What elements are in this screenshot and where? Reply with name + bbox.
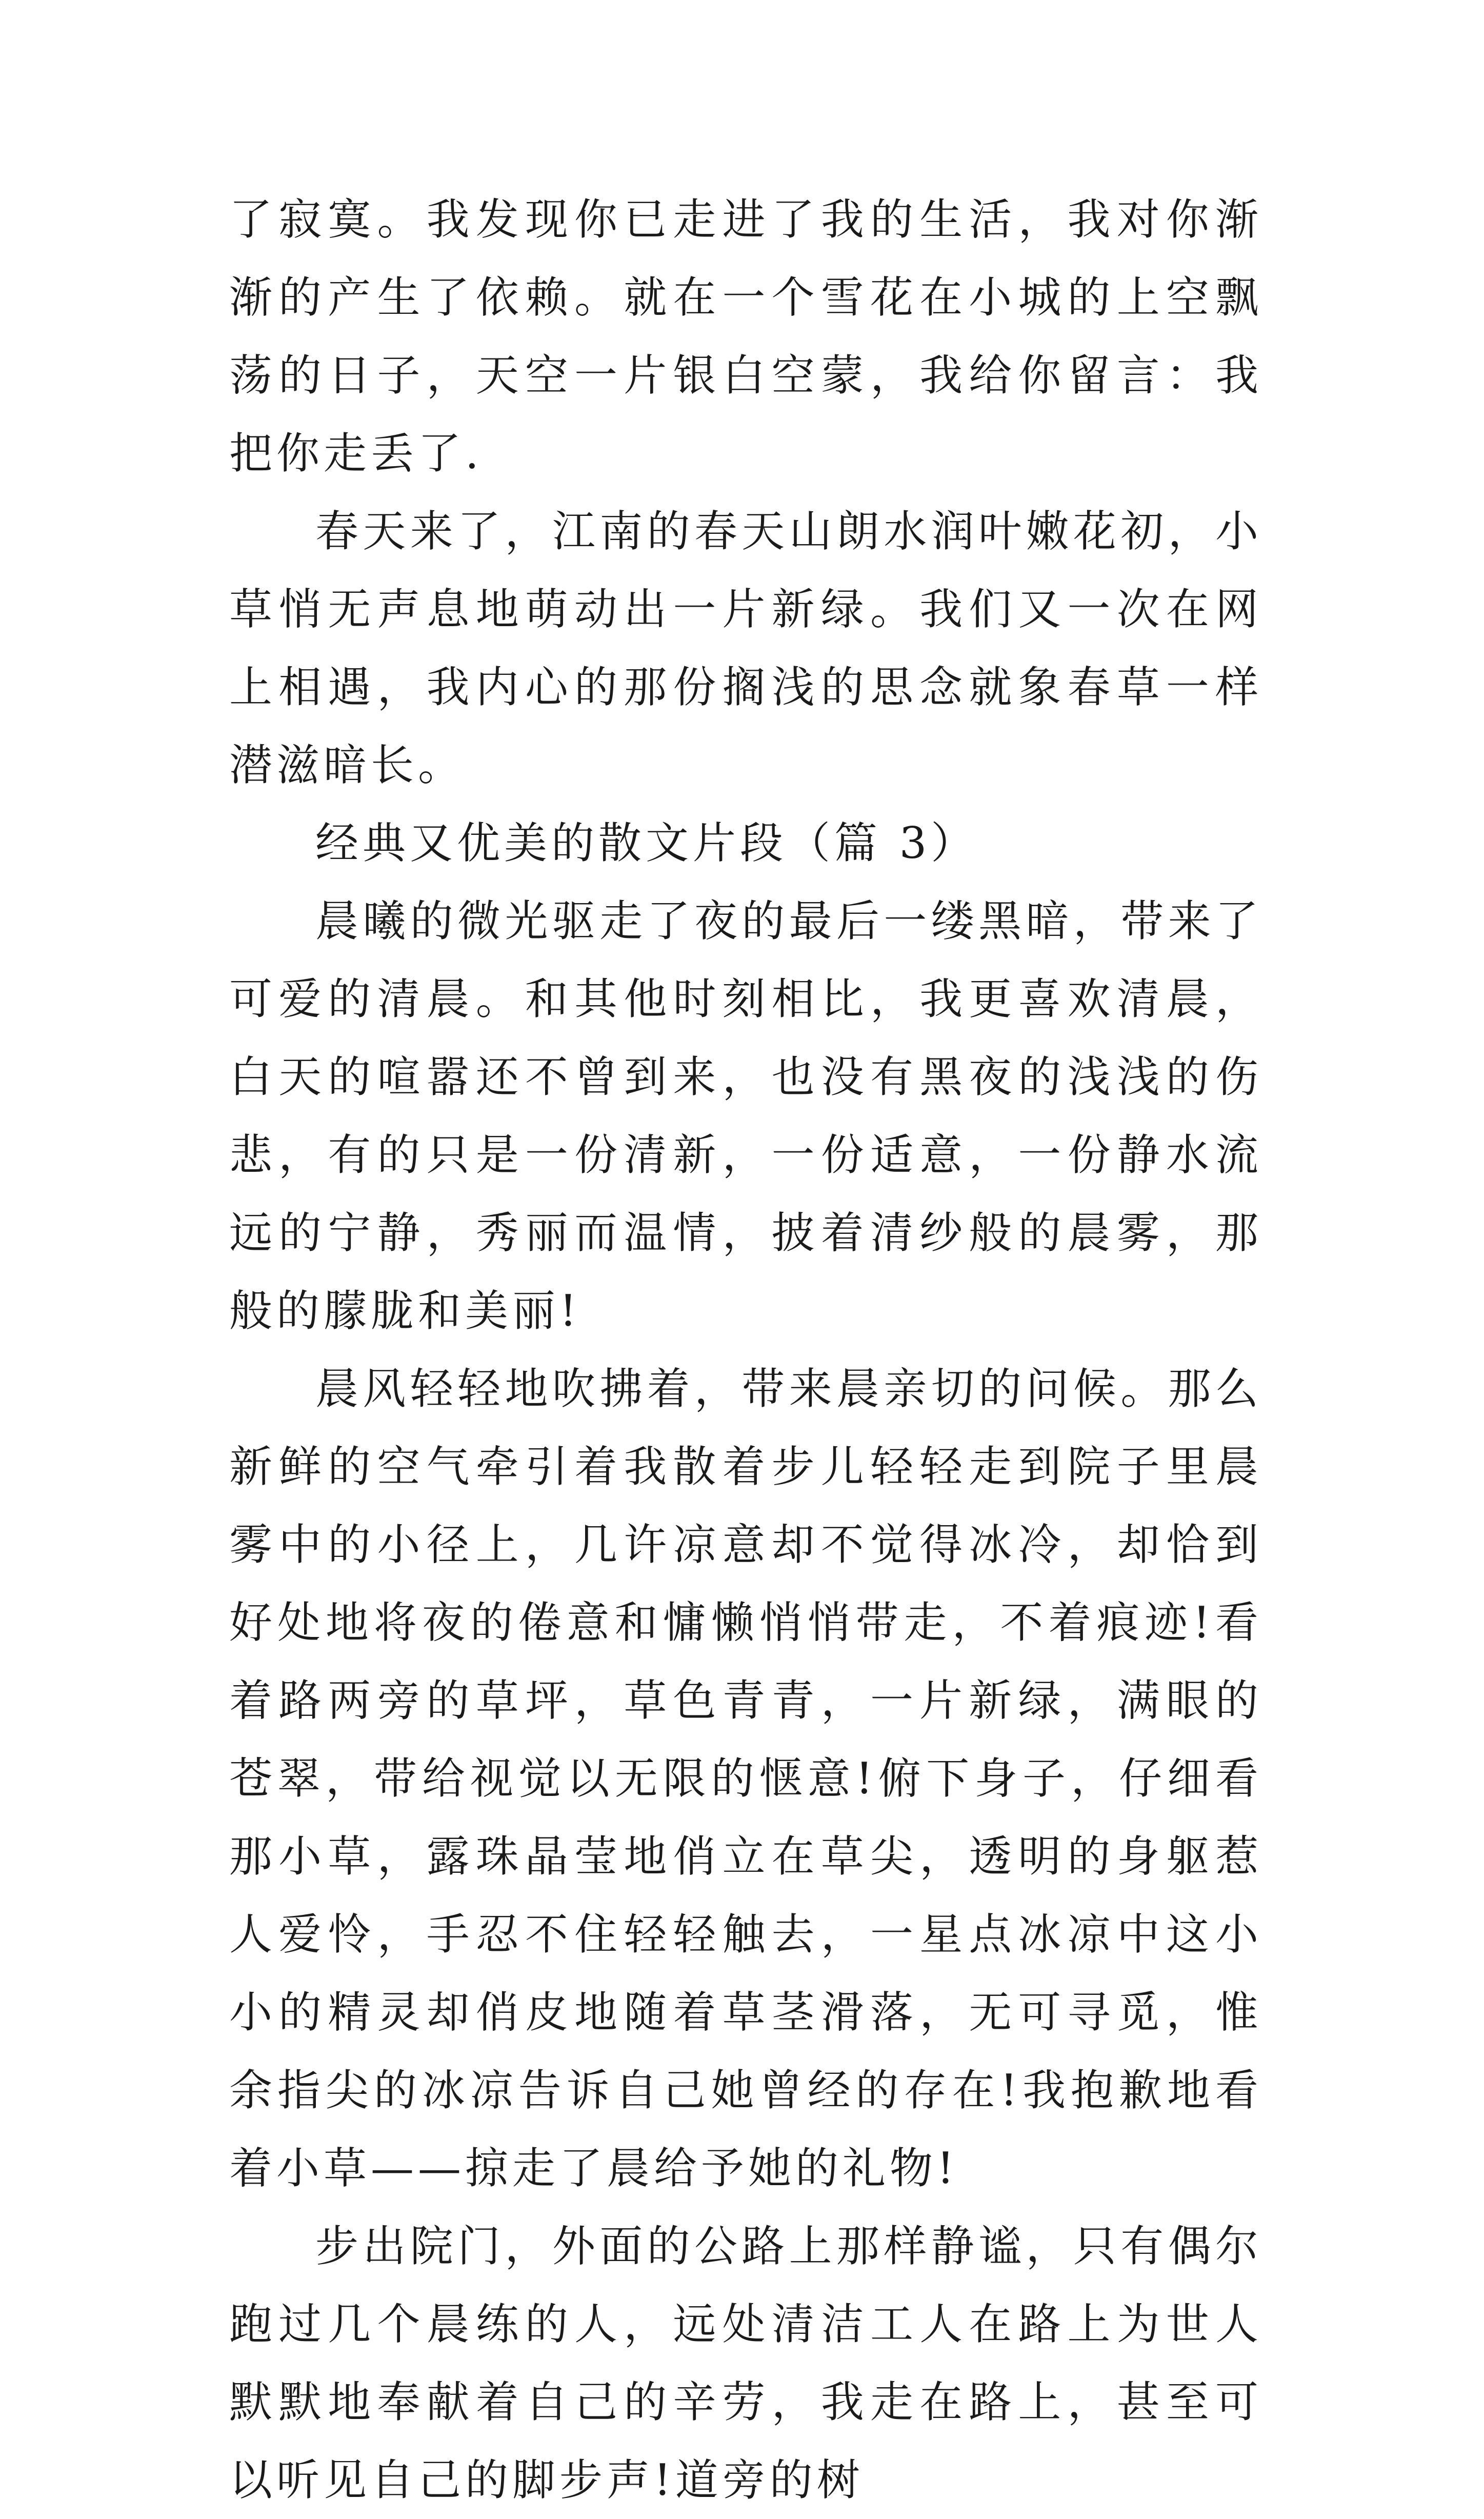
paragraph-morning-breeze: 晨风轻轻地吹拂着，带来晨亲切的问候。那么新鲜的空气牵引着我散着步儿轻轻走到院子里晨雾中的小径上，几许凉意却不觉得冰冷，却恰到好处地将夜的倦意和慵懒悄悄带走，不着痕迹!看着路两旁的草坪，草色青青，一片新绿，满眼的苍翠，带给视觉以无限的惬意!俯下身子，仔细看那小草，露珠晶莹地俏立在草尖，透明的身躯惹人爱怜，手忍不住轻轻触去，一星点冰凉中这小小的精灵却俏皮地随着草茎滑落，无可寻觅，惟余指尖的冰凉告诉自己她曾经的存在!我抱歉地看着小草——掠走了晨给予她的礼物! — [229, 1364, 1262, 2193]
paragraph-spring: 春天来了，江南的春天山朗水润叶嫩花初，小草悄无声息地萌动出一片新绿。我们又一次在网上相遇，我内心的那份搁浅的思念就象春草一样潜滋暗长。 — [229, 506, 1262, 790]
paragraph-morning-light: 晨曦的微光驱走了夜的最后一缕黑暗，带来了可爱的清晨。和其他时刻相比，我更喜欢清晨，白天的喧嚣还不曾到来，也没有黑夜的浅浅的伤悲，有的只是一份清新，一份适意，一份静水流远的宁静，秀丽而温情，披着清纱般的晨雾，那般的朦胧和美丽! — [229, 896, 1262, 1336]
paragraph-continuation: 了寂寞。我发现你已走进了我的生活，我对你渐渐的产生了依赖。就在一个雪花在小城的上空飘荡的日子，天空一片银白空蒙，我给你留言：我把你走丢了. — [229, 194, 1262, 478]
section-heading: 经典又优美的散文片段（篇 3） — [315, 818, 978, 868]
document-body — [229, 181, 1262, 2519]
paragraph-outside-gate: 步出院门，外面的公路上那样静谧，只有偶尔跑过几个晨练的人，远处清洁工人在路上为世人默默地奉献着自己的辛劳，我走在路上，甚至可以听见自己的脚步声!道旁的树 — [229, 2221, 1262, 2505]
